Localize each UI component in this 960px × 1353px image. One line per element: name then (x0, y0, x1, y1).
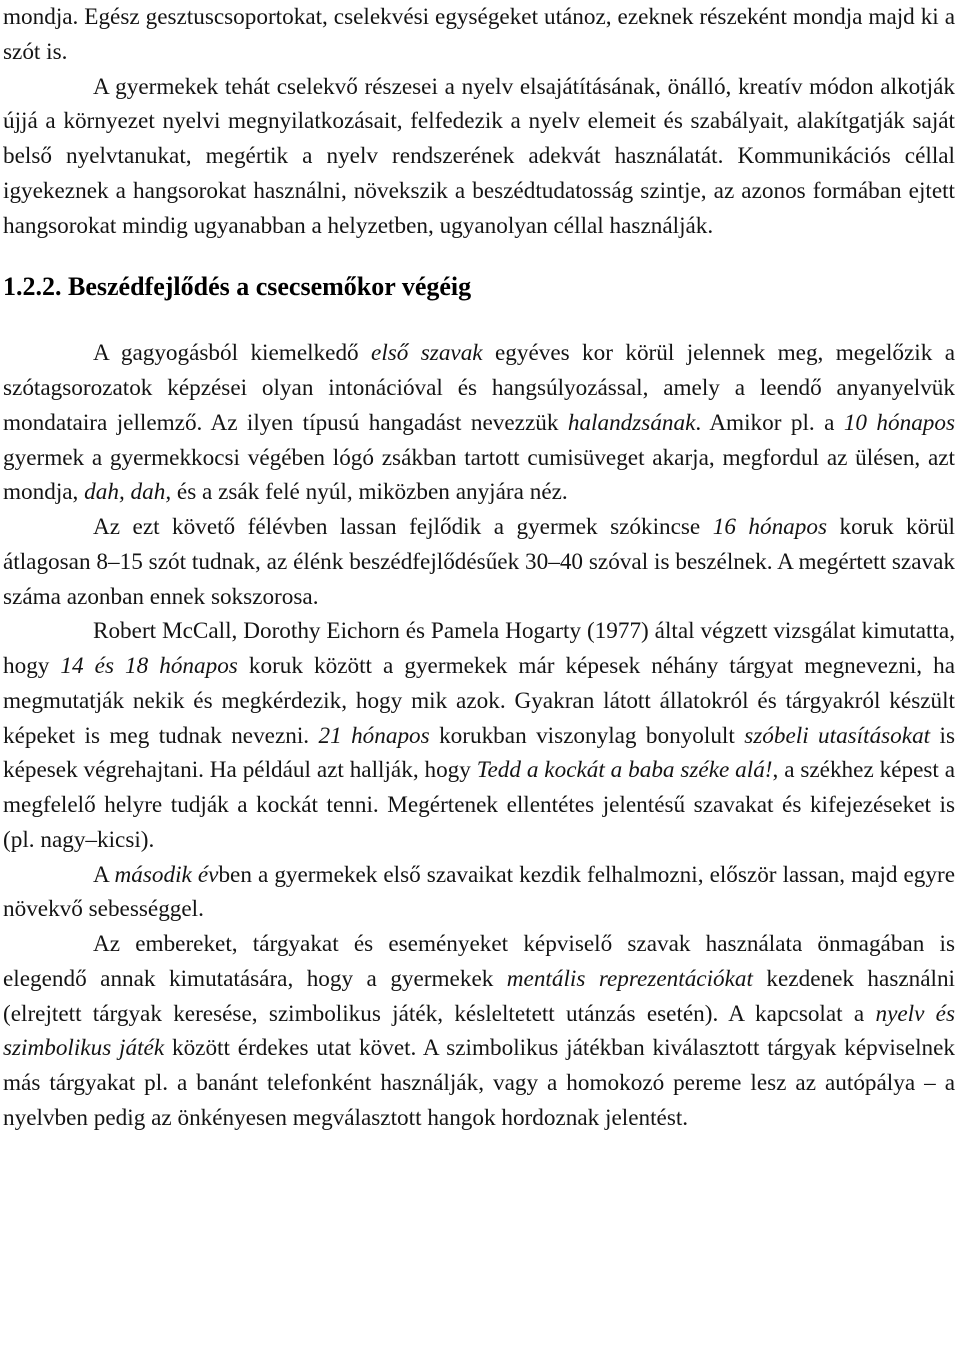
text-run: gyermek a gyermekkocsi végében lógó zsákban tartott cumisüveget akarja, megfordul az ülésen, azt mondja, (3, 444, 955, 506)
paragraph-continuation (3, 0, 955, 70)
text-run: . Amikor pl. a (695, 409, 844, 436)
paragraph-first-words (3, 336, 955, 510)
italic-term: szóbeli utasításokat (744, 722, 931, 749)
italic-term: dah, dah, (84, 479, 172, 506)
text-run: A (93, 861, 115, 888)
text-run: korukban viszonylag bonyolult (429, 722, 745, 749)
italic-term: 14 és 18 hónapos (60, 653, 238, 679)
italic-term: 16 hónapos (712, 514, 827, 540)
text-run: koruk között a gyermekek már képesek néhány tárgyat megnevezni, ha megmutatják nekik és megkérdezik, hogy mik azok. Gyakran látott állatokról és tárgyakról készült képeket is meg tudnak nevezni. (3, 653, 956, 749)
paragraph-vocabulary (3, 510, 955, 614)
text-run: kezdenek használni (elrejtett tárgyak keresése, szimbolikus játék, késleltetett utánzás esetén). A kapcsolat a (3, 965, 955, 1027)
text-run: és a zsák felé nyúl, miközben anyjára néz. (171, 479, 568, 506)
italic-term: halandzsának (567, 409, 696, 436)
text-run: Az embereket, tárgyakat és eseményeket képviselő szavak használata önmagában is elegendő annak kimutatására, hogy a gyermekek (3, 931, 955, 992)
italic-term: Tedd a kockát a baba széke alá! (476, 757, 773, 784)
italic-term: mentális reprezentációkat (506, 965, 753, 992)
section-heading: 1.2.2. Beszédfejlődés a csecsemőkor végéig (3, 272, 472, 302)
text-run: Az ezt követő félévben lassan fejlődik a gyermek szókincse (93, 514, 713, 540)
text-run: egyéves kor körül jelennek meg, megelőzik a szótagsorozatok képzései olyan intonációval és hangsúlyozással, amely a leendő anyanyelvük mondataira jellemző. Az ilyen típusú hangadást nevezzük (3, 340, 956, 436)
text-run: A gyermekek tehát cselekvő részesei a nyelv elsajátításának, önálló, kreatív módon alkotják újjá a környezet nyelvi megnyilatkozásait, felfedezik a nyelv elemeit és szabályait, alakítgatják saját belső nyelvtanukat, megértik a nyelv rendszerének adekvát használatát. Kommunikációs céllal igyekeznek a hangsorokat használni, növekszik a beszédtudatosság szintje, az azonos formában ejtett hangsorokat mindig ugyanabban a helyzetben, ugyanolyan céllal használják. (3, 73, 955, 239)
paragraph-mccall-study (3, 614, 955, 857)
text-run: is képesek végrehajtani. Ha például azt hallják, hogy (3, 722, 955, 784)
text-run: koruk körül átlagosan 8–15 szót tudnak, az élénk beszédfejlődésűek 30–40 szóval is beszélnek. A megértett szavak száma azonban ennek sokszorosa. (3, 514, 955, 610)
document-page (3, 0, 955, 1136)
text-run: mondja. Egész gesztuscsoportokat, cselekvési egységeket utánoz, ezeknek részeként mondja majd ki a szót is. (3, 4, 955, 65)
italic-term: 21 hónapos (318, 722, 430, 749)
italic-term: nyelv és szimbolikus játék (3, 1000, 955, 1062)
text-run: között érdekes utat követ. A szimbolikus játékban kiválasztott tárgyak képviselnek más tárgyakat pl. a banánt telefonként használják, vagy a homokozó pereme lesz az autópálya – a nyelvben pedig az önkényesen megválasztott hangok hordoznak jelentést. (3, 1035, 955, 1131)
paragraph-symbolic-play (3, 927, 955, 1136)
text-run: , a székhez képest a megfelelő helyre tudják a kockát tenni. Megértenek ellentétes jelentésű szavakat és kifejezéseket is (pl. nagy–kicsi). (3, 757, 955, 853)
italic-term: 10 hónapos (843, 409, 955, 436)
text-run: A gagyogásból kiemelkedő (93, 340, 372, 367)
italic-term: második év (114, 861, 219, 888)
italic-term: első szavak (371, 340, 483, 367)
paragraph-language-acquisition (3, 70, 955, 244)
text-run: ben a gyermekek első szavaikat kezdik felhalmozni, először lassan, majd egyre növekvő sebességgel. (3, 861, 956, 923)
text-run: Robert McCall, Dorothy Eichorn és Pamela Hogarty (1977) által végzett vizsgálat kimutatta, hogy (3, 618, 955, 679)
paragraph-second-year (3, 858, 955, 928)
